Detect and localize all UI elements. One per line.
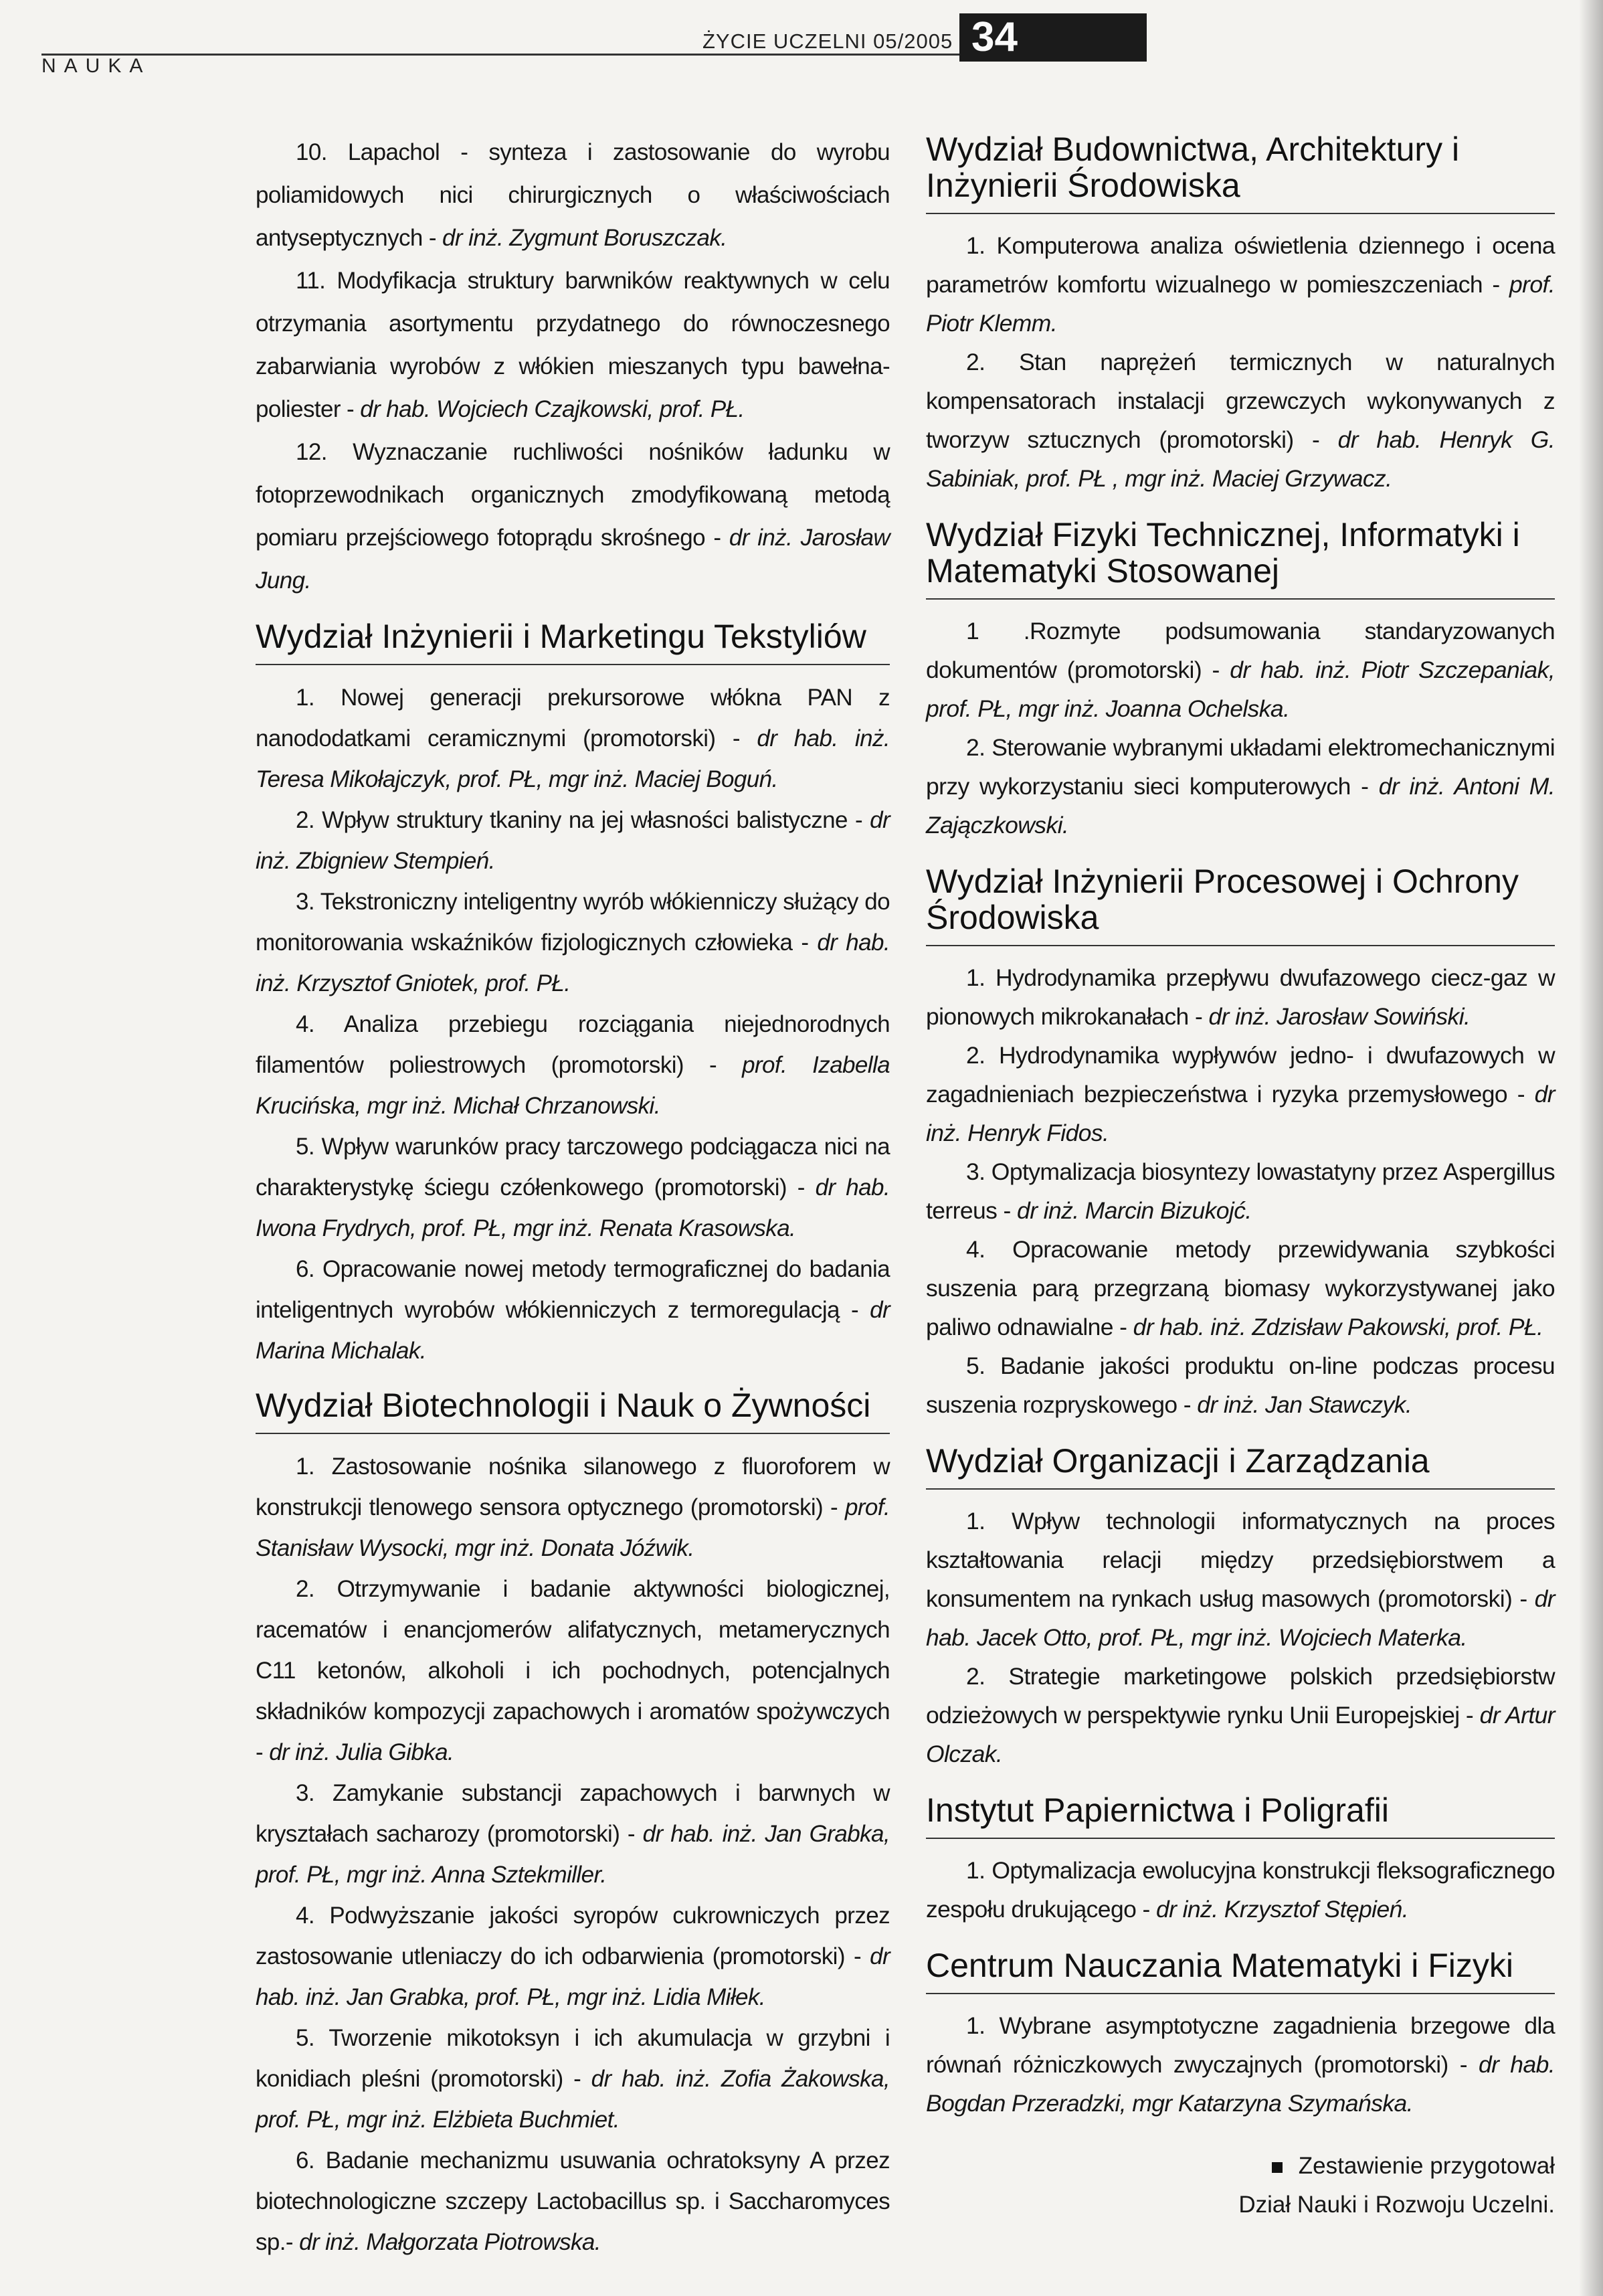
- footer-credit: Zestawienie przygotował Dział Nauki i Rozwoju Uczelni.: [1238, 2153, 1555, 2218]
- list-item: 1. Komputerowa analiza oświetlenia dziennego i ocena parametrów komfortu wizualnego w pomieszczeniach - prof. Piotr Klemm.: [926, 232, 1555, 337]
- list-item: 11. Modyfikacja struktury barwników reaktywnych w celu otrzymania asortymentu przydatnego do równoczesnego zabarwiania wyrobów z włókien mieszanych typu bawełna-poliester - dr hab. Wojciech Czajkowski, prof. PŁ.: [256, 268, 890, 422]
- list-item: 2. Strategie marketingowe polskich przedsiębiorstw odzieżowych w perspektywie rynku Unii Europejskiej - dr Artur Olczak.: [926, 1663, 1555, 1767]
- list-item: 4. Analiza przebiegu rozciągania niejednorodnych filamentów poliestrowych (promotorski) - prof. Izabella Krucińska, mgr inż. Michał Chrzanowski.: [256, 1011, 890, 1119]
- list-item: 12. Wyznaczanie ruchliwości nośników ładunku w fotoprzewodnikach organicznych zmodyfikowaną metodą pomiaru przejściowego fotoprądu skrośnego - dr inż. Jarosław Jung.: [256, 439, 890, 594]
- list-item: 2. Sterowanie wybranymi układami elektromechanicznymi przy wykorzystaniu sieci komputerowych - dr inż. Antoni M. Zajączkowski.: [926, 734, 1555, 838]
- department-heading: Wydział Organizacji i Zarządzania: [926, 1443, 1555, 1490]
- list-item: 2. Otrzymywanie i badanie aktywności biologicznej, racematów i enancjomerów alifatycznych, metamerycznych C11 ketonów, alkoholi i ich pochodnych, potencjalnych składników kompozycji zapachowych i aromatów spożywczych - dr inż. Julia Gibka.: [256, 1576, 890, 1765]
- list-item: 5. Badanie jakości produktu on-line podczas procesu suszenia rozpryskowego - dr inż. Jan Stawczyk.: [926, 1352, 1555, 1418]
- list-item: 6. Badanie mechanizmu usuwania ochratoksyny A przez biotechnologiczne szczepy Lactobacillus sp. i Saccharomyces sp.- dr inż. Małgorzata Piotrowska.: [256, 2147, 890, 2255]
- list-item: 1. Zastosowanie nośnika silanowego z fluoroforem w konstrukcji tlenowego sensora optycznego (promotorski) - prof. Stanisław Wysocki, mgr inż. Donata Jóźwik.: [256, 1453, 890, 1561]
- list-item: 5. Wpływ warunków pracy tarczowego podciągacza nici na charakterystykę ściegu czółenkowego (promotorski) - dr hab. Iwona Frydrych, prof. PŁ, mgr inż. Renata Krasowska.: [256, 1134, 890, 1241]
- department-heading: Wydział Budownictwa, Architektury i Inżynierii Środowiska: [926, 131, 1555, 214]
- list-item: 6. Opracowanie nowej metody termograficznej do badania inteligentnych wyrobów włókienniczych z termoregulacją - dr Marina Michalak.: [256, 1256, 890, 1364]
- department-heading: Wydział Inżynierii i Marketingu Tekstyliów: [256, 618, 890, 665]
- list-item: 4. Opracowanie metody przewidywania szybkości suszenia parą przegrzaną biomasy wykorzystywanej jako paliwo odnawialne - dr hab. inż. Zdzisław Pakowski, prof. PŁ.: [926, 1236, 1555, 1340]
- left-column: [256, 131, 890, 2263]
- journal-title: ŻYCIE UCZELNI 05/2005: [702, 29, 953, 53]
- department-heading: Instytut Papiernictwa i Poligrafii: [926, 1792, 1555, 1839]
- list-item: 10. Lapachol - synteza i zastosowanie do wyrobu poliamidowych nici chirurgicznych o właściwościach antyseptycznych - dr inż. Zygmunt Boruszczak.: [256, 139, 890, 251]
- list-item: 1. Nowej generacji prekursorowe włókna PAN z nanododatkami ceramicznymi (promotorski) - dr hab. inż. Teresa Mikołajczyk, prof. PŁ, mgr inż. Maciej Boguń.: [256, 685, 890, 792]
- list-item: 5. Tworzenie mikotoksyn i ich akumulacja w grzybni i konidiach pleśni (promotorski) - dr hab. inż. Zofia Żakowska, prof. PŁ, mgr inż. Elżbieta Buchmiet.: [256, 2025, 890, 2133]
- list-item: 2. Hydrodynamika wypływów jedno- i dwufazowych w zagadnieniach bezpieczeństwa i ryzyka przemysłowego - dr inż. Henryk Fidos.: [926, 1042, 1555, 1146]
- department-heading: Wydział Biotechnologii i Nauk o Żywności: [256, 1387, 890, 1434]
- list-item: 2. Wpływ struktury tkaniny na jej własności balistyczne - dr inż. Zbigniew Stempień.: [256, 807, 890, 874]
- list-item: 2. Stan naprężeń termicznych w naturalnych kompensatorach instalacji grzewczych wykonywanych z tworzyw sztucznych (promotorski) - dr hab. Henryk G. Sabiniak, prof. PŁ , mgr inż. Maciej Grzywacz.: [926, 349, 1555, 492]
- page-number: 34: [959, 13, 1147, 62]
- list-item: 3. Tekstroniczny inteligentny wyrób włókienniczy służący do monitorowania wskaźników fizjologicznych człowieka - dr hab. inż. Krzysztof Gniotek, prof. PŁ.: [256, 889, 890, 996]
- list-item: 1. Hydrodynamika przepływu dwufazowego ciecz-gaz w pionowych mikrokanałach - dr inż. Jarosław Sowiński.: [926, 964, 1555, 1030]
- scan-edge-shadow: [1579, 0, 1603, 2296]
- list-item: 1. Optymalizacja ewolucyjna konstrukcji fleksograficznego zespołu drukującego - dr inż. Krzysztof Stępień.: [926, 1857, 1555, 1923]
- list-item: 4. Podwyższanie jakości syropów cukrowniczych przez zastosowanie utleniaczy do ich odbarwienia (promotorski) - dr hab. inż. Jan Grabka, prof. PŁ, mgr inż. Lidia Miłek.: [256, 1903, 890, 2010]
- continued-list: [256, 131, 890, 602]
- header-rule: [41, 54, 959, 56]
- list-item: 1 .Rozmyte podsumowania standaryzowanych dokumentów (promotorski) - dr hab. inż. Piotr Szczepaniak, prof. PŁ, mgr inż. Joanna Ochelska.: [926, 618, 1555, 722]
- right-column: [926, 131, 1555, 2224]
- square-bullet-icon: [1272, 2162, 1283, 2173]
- section-label: NAUKA: [41, 55, 151, 77]
- list-item: 3. Zamykanie substancji zapachowych i barwnych w kryształach sacharozy (promotorski) - dr hab. inż. Jan Grabka, prof. PŁ, mgr inż. Anna Sztekmiller.: [256, 1780, 890, 1888]
- department-heading: Centrum Nauczania Matematyki i Fizyki: [926, 1947, 1555, 1994]
- list-item: 1. Wpływ technologii informatycznych na proces kształtowania relacji między przedsiębiorstwem a konsumentem na rynkach usług masowych (promotorski) - dr hab. Jacek Otto, prof. PŁ, mgr inż. Wojciech Materka.: [926, 1508, 1555, 1651]
- list-item: 1. Wybrane asymptotyczne zagadnienia brzegowe dla równań różniczkowych zwyczajnych (promotorski) - dr hab. Bogdan Przeradzki, mgr Katarzyna Szymańska.: [926, 2012, 1555, 2117]
- department-heading: Wydział Inżynierii Procesowej i Ochrony Środowiska: [926, 863, 1555, 946]
- list-item: 3. Optymalizacja biosyntezy lowastatyny przez Aspergillus terreus - dr inż. Marcin Bizukojć.: [926, 1158, 1555, 1224]
- department-heading: Wydział Fizyki Technicznej, Informatyki i Matematyki Stosowanej: [926, 517, 1555, 600]
